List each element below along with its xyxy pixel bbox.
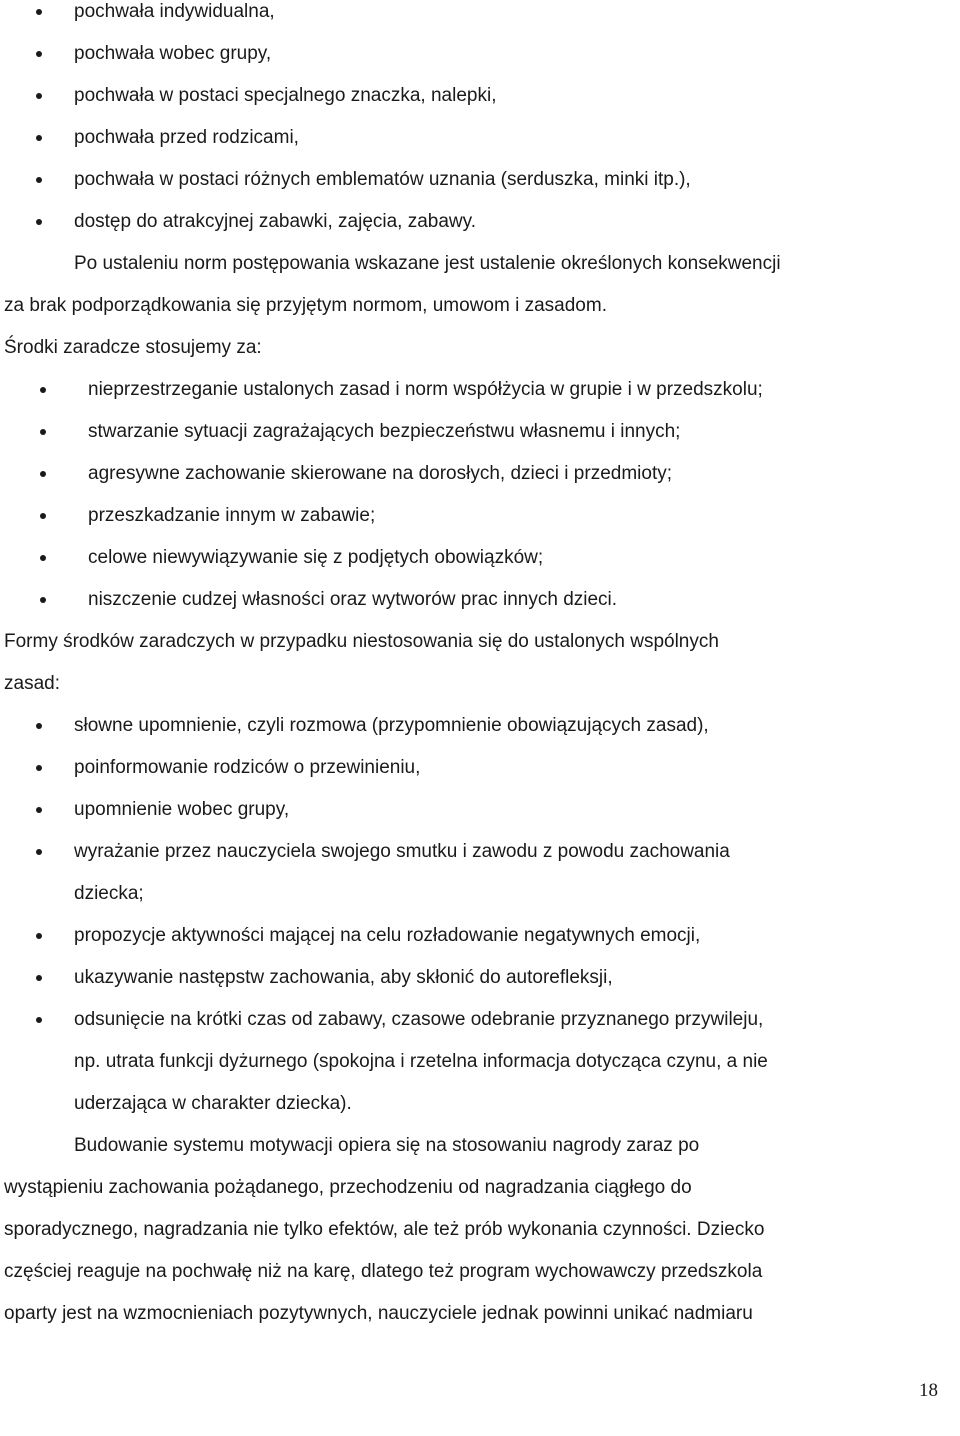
list-item: [0, 957, 960, 999]
consequences-paragraph-line: Po ustaleniu norm postępowania wskazane jest ustalenie określonych konsekwencji: [74, 253, 781, 274]
list-item: [0, 747, 960, 789]
forms-paragraph-line: Formy środków zaradczych w przypadku niestosowania się do ustalonych wspólnych: [4, 631, 719, 652]
list-item: [0, 453, 960, 495]
motivation-paragraph-line: oparty jest na wzmocnieniach pozytywnych, nauczyciele jednak powinni unikać nadmiaru: [4, 1303, 753, 1324]
bullet-icon: [40, 555, 46, 561]
rewards-list: [0, 0, 960, 243]
list-item: [0, 411, 960, 453]
list-item: [0, 705, 960, 747]
list-item: [0, 369, 960, 411]
forms-paragraph-line: zasad:: [4, 673, 60, 694]
bullet-icon: [36, 975, 42, 981]
list-item: [0, 537, 960, 579]
list-item-text: pochwała przed rodzicami,: [74, 127, 299, 148]
list-item: [0, 0, 960, 33]
motivation-paragraph-line: wystąpieniu zachowania pożądanego, przechodzeniu od nagradzania ciągłego do: [4, 1177, 692, 1198]
list-item: [0, 789, 960, 831]
consequences-paragraph-line: za brak podporządkowania się przyjętym normom, umowom i zasadom.: [4, 295, 607, 316]
list-item: [0, 831, 960, 915]
list-item-text: pochwała wobec grupy,: [74, 43, 272, 64]
bullet-icon: [40, 387, 46, 393]
list-item-text: pochwała w postaci specjalnego znaczka, nalepki,: [74, 85, 497, 106]
bullet-icon: [36, 219, 42, 225]
list-item: [0, 33, 960, 75]
bullet-icon: [40, 513, 46, 519]
list-item-text: nieprzestrzeganie ustalonych zasad i norm współżycia w grupie i w przedszkolu;: [88, 379, 763, 400]
bullet-icon: [36, 1017, 42, 1023]
motivation-paragraph-line: częściej reaguje na pochwałę niż na karę, dlatego też program wychowawczy przedszkola: [4, 1261, 763, 1282]
bullet-icon: [36, 177, 42, 183]
list-item-text: pochwała w postaci różnych emblematów uznania (serduszka, minki itp.),: [74, 169, 691, 190]
list-item-text: wyrażanie przez nauczyciela swojego smutku i zawodu z powodu zachowania: [74, 841, 730, 862]
page-number: 18: [919, 1380, 938, 1401]
list-item-text: ukazywanie następstw zachowania, aby skłonić do autorefleksji,: [74, 967, 613, 988]
forms-list: [0, 705, 960, 1125]
list-item-text: stwarzanie sytuacji zagrażających bezpieczeństwu własnemu i innych;: [88, 421, 681, 442]
list-item-text: np. utrata funkcji dyżurnego (spokojna i rzetelna informacja dotycząca czynu, a nie: [74, 1051, 768, 1072]
bullet-icon: [36, 765, 42, 771]
bullet-icon: [36, 93, 42, 99]
bullet-icon: [36, 9, 42, 15]
list-item-text: propozycje aktywności mającej na celu rozładowanie negatywnych emocji,: [74, 925, 701, 946]
list-item-text: pochwała indywidualna,: [74, 1, 275, 22]
remedies-intro: Środki zaradcze stosujemy za:: [4, 337, 262, 358]
list-item-text: poinformowanie rodziców o przewinieniu,: [74, 757, 421, 778]
list-item-text: dostęp do atrakcyjnej zabawki, zajęcia, zabawy.: [74, 211, 477, 232]
list-item: [0, 915, 960, 957]
list-item-text: przeszkadzanie innym w zabawie;: [88, 505, 376, 526]
bullet-icon: [36, 849, 42, 855]
bullet-icon: [40, 471, 46, 477]
motivation-paragraph-line: Budowanie systemu motywacji opiera się na stosowaniu nagrody zaraz po: [74, 1135, 700, 1156]
bullet-icon: [36, 933, 42, 939]
list-item: [0, 579, 960, 621]
list-item-text: upomnienie wobec grupy,: [74, 799, 290, 820]
list-item-text: uderzająca w charakter dziecka).: [74, 1093, 352, 1114]
list-item: [0, 159, 960, 201]
list-item: [0, 495, 960, 537]
list-item: [0, 201, 960, 243]
list-item-text: dziecka;: [74, 883, 144, 904]
bullet-icon: [40, 597, 46, 603]
bullet-icon: [36, 51, 42, 57]
list-item: [0, 75, 960, 117]
remedies-list: [0, 369, 960, 621]
list-item-text: celowe niewywiązywanie się z podjętych obowiązków;: [88, 547, 544, 568]
bullet-icon: [36, 135, 42, 141]
list-item: [0, 999, 960, 1125]
motivation-paragraph-line: sporadycznego, nagradzania nie tylko efektów, ale też prób wykonania czynności. Dziecko: [4, 1219, 765, 1240]
list-item: [0, 117, 960, 159]
list-item-text: agresywne zachowanie skierowane na dorosłych, dzieci i przedmioty;: [88, 463, 673, 484]
list-item-text: niszczenie cudzej własności oraz wytworów prac innych dzieci.: [88, 589, 618, 610]
list-item-text: odsunięcie na krótki czas od zabawy, czasowe odebranie przyznanego przywileju,: [74, 1009, 764, 1030]
bullet-icon: [40, 429, 46, 435]
list-item-text: słowne upomnienie, czyli rozmowa (przypomnienie obowiązujących zasad),: [74, 715, 709, 736]
bullet-icon: [36, 723, 42, 729]
bullet-icon: [36, 807, 42, 813]
